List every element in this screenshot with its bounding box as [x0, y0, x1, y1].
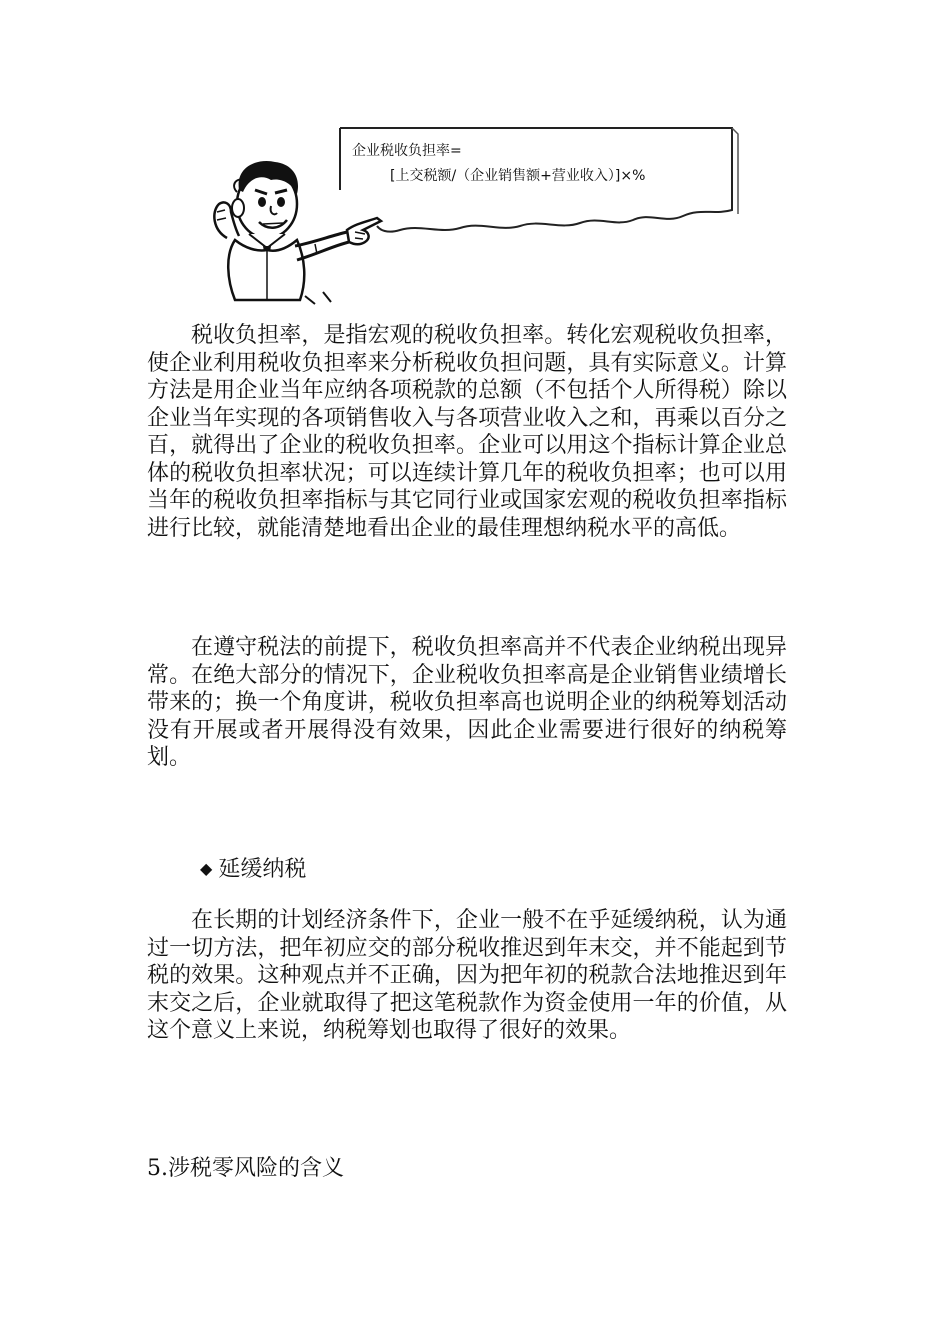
- illustration: [205, 120, 745, 305]
- paragraph-deferred-tax: 在长期的计划经济条件下，企业一般不在乎延缓纳税，认为通过一切方法，把年初应交的部分税收推迟到年末交，并不能起到节税的效果。这种观点并不正确，因为把年初的税款合法地推迟到年末交之后，企业就取得了把这笔税款作为资金使用一年的价值，从这个意义上来说，纳税筹划也取得了很好的效果。: [147, 908, 787, 1043]
- bullet-heading-deferred-tax: [200, 855, 306, 884]
- diamond-bullet-icon: ◆: [200, 859, 213, 878]
- paragraph-tax-burden-rate: 税收负担率，是指宏观的税收负担率。转化宏观税收负担率，使企业利用税收负担率来分析税收负担问题，具有实际意义。计算方法是用企业当年应纳各项税款的总额（不包括个人所得税）除以企业当年实现的各项销售收入与各项营业收入之和，再乘以百分之百，就得出了企业的税收负担率。企业可以用这个指标计算企业总体的税收负担率状况；可以连续计算几年的税收负担率；也可以用当年的税收负担率指标与其它同行业或国家宏观的税收负担率指标进行比较，就能清楚地看出企业的最佳理想纳税水平的高低。: [147, 323, 787, 541]
- section-heading: 5.涉税零风险的含义: [147, 1156, 344, 1181]
- formula-box: [340, 128, 732, 216]
- bullet-heading-text: 延缓纳税: [218, 857, 307, 882]
- formula-expression: [上交税额/（企业销售额+营业收入）]×%: [390, 168, 646, 184]
- formula-title: 企业税收负担率=: [352, 143, 462, 159]
- paragraph-high-burden-explanation: 在遵守税法的前提下，税收负担率高并不代表企业纳税出现异常。在绝大部分的情况下，企业税收负担率高是企业销售业绩增长带来的；换一个角度讲，税收负担率高也说明企业的纳税筹划活动没有开展或者开展得没有效果，因此企业需要进行很好的纳税筹划。: [147, 635, 787, 770]
